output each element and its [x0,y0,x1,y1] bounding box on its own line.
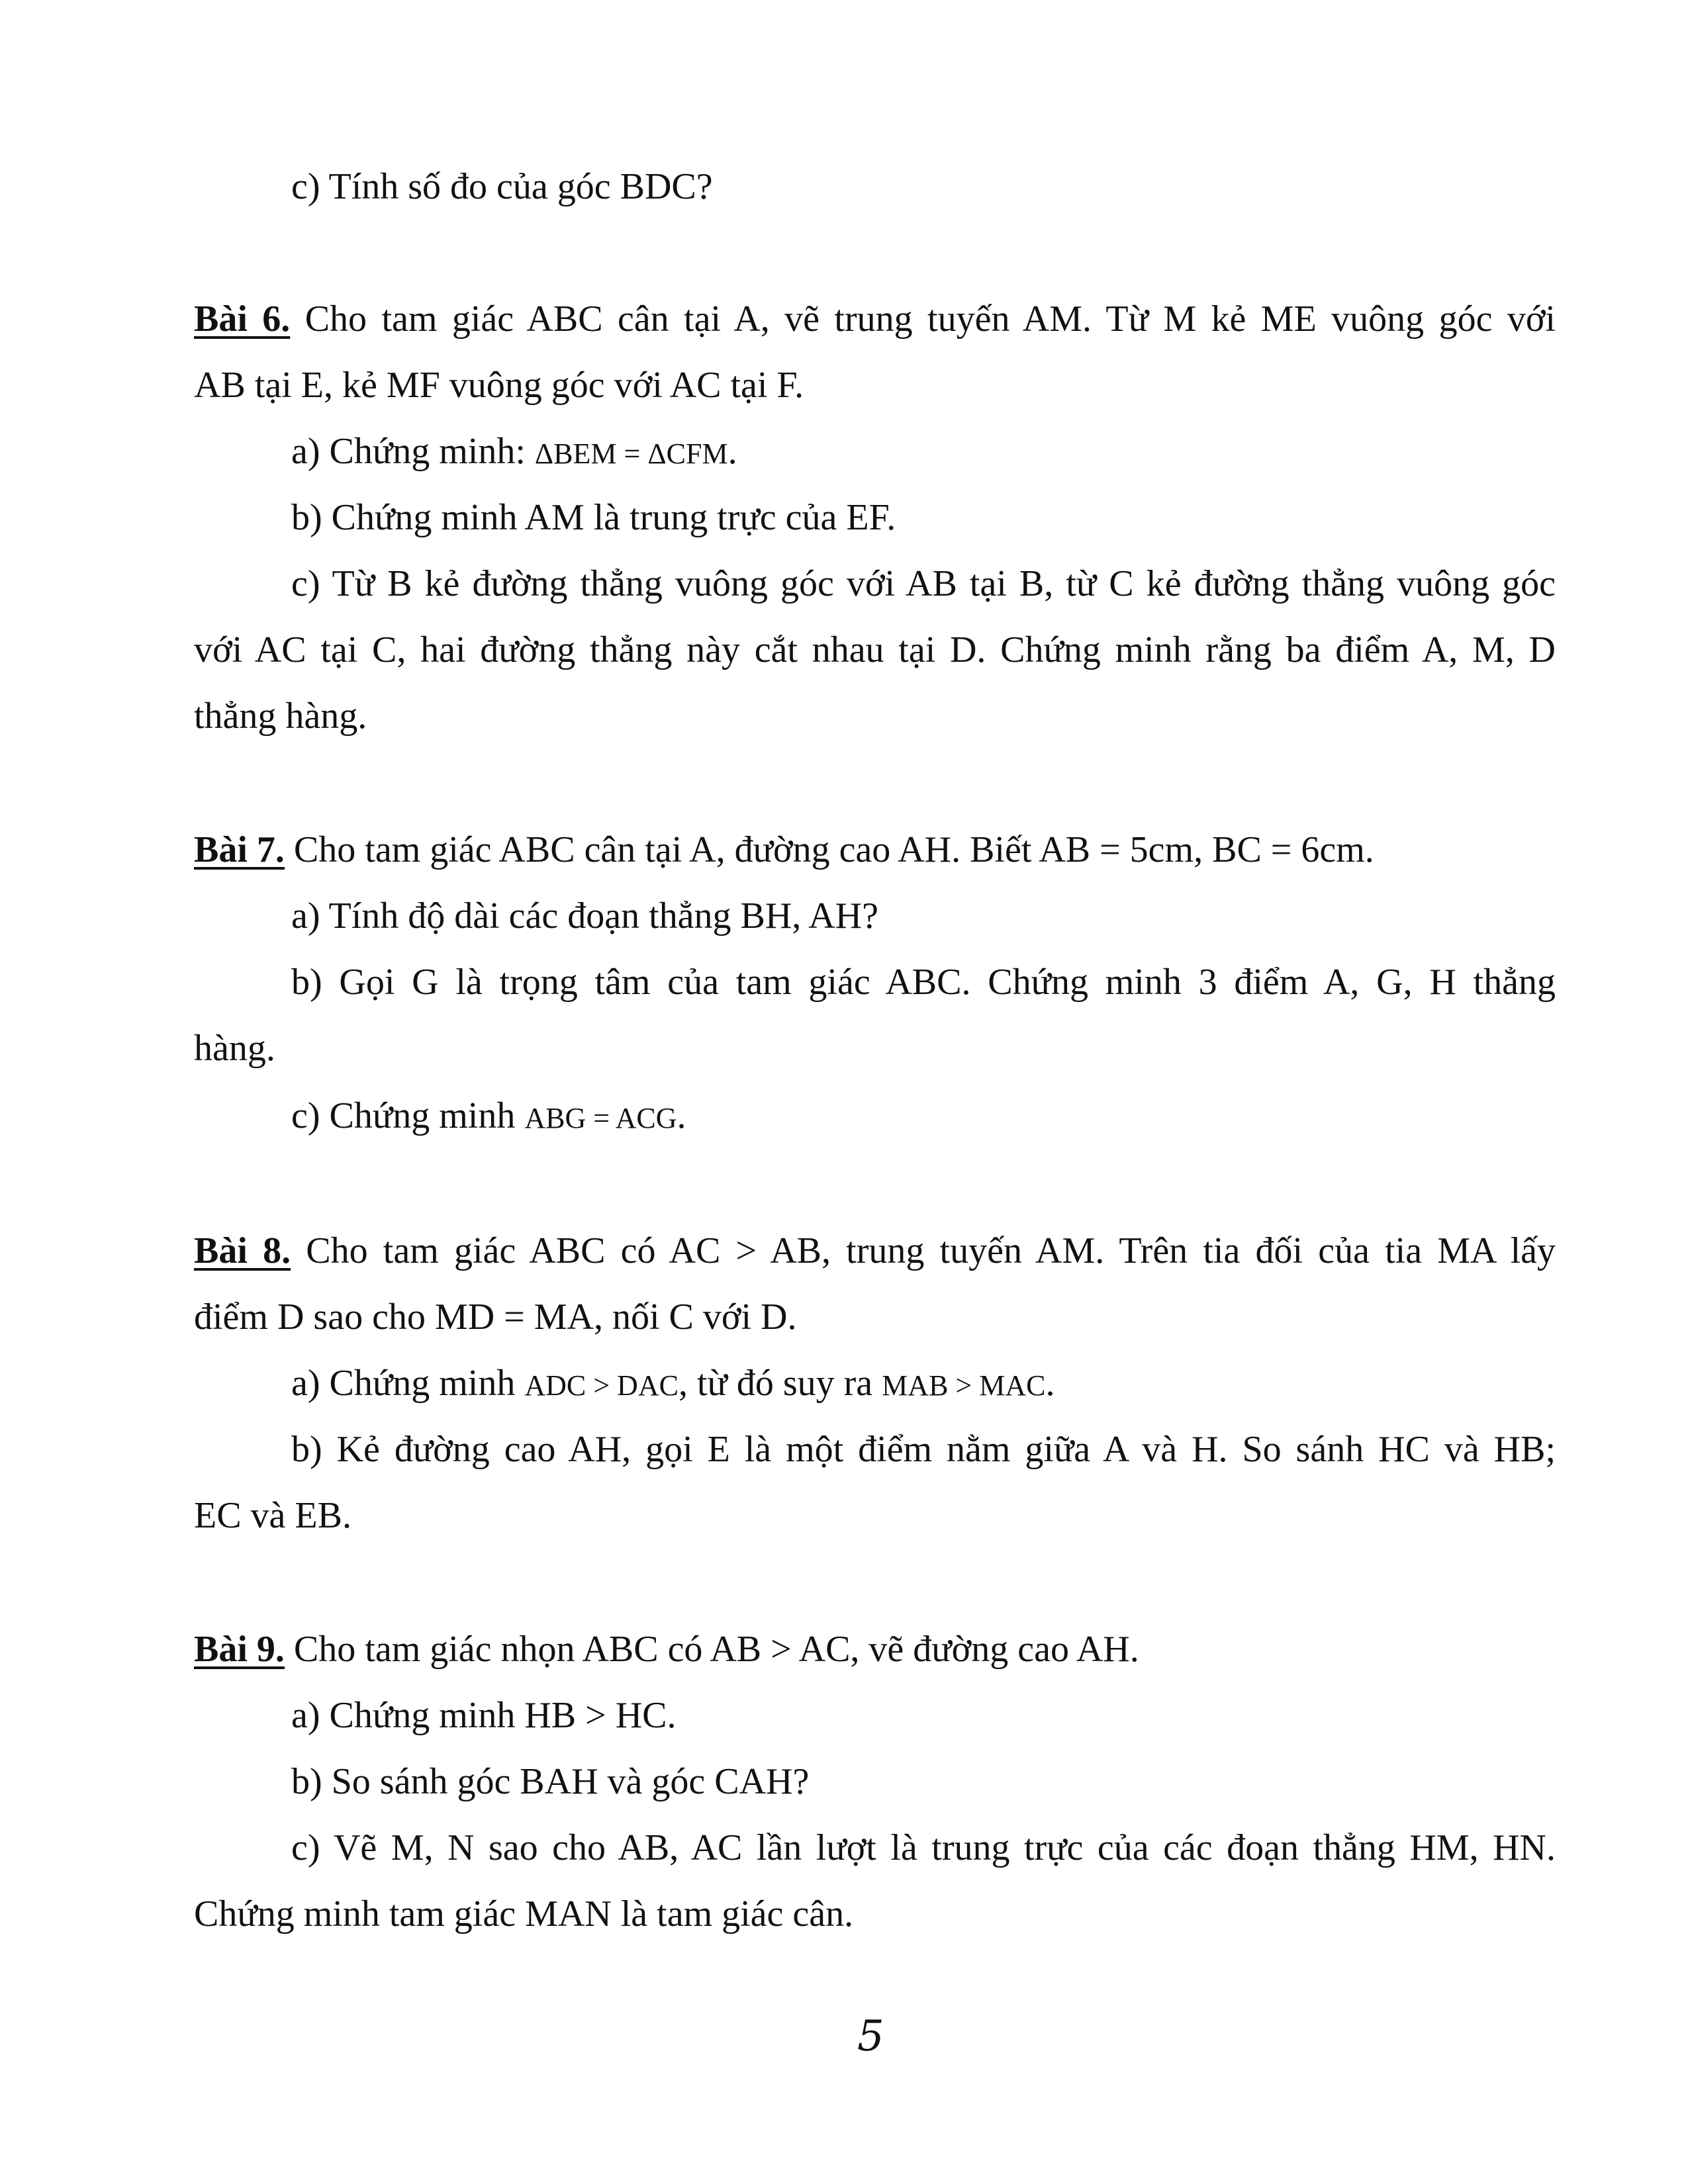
bai6-a-suffix: . [727,431,737,472]
bai9-item-a: a) Chứng minh HB > HC. [291,1695,677,1736]
bai9-item-c-line2: Chứng minh tam giác MAN là tam giác cân. [194,1893,854,1934]
bai7-stem [194,829,1374,871]
page-number: 5 [857,2012,884,2061]
bai9-item-c-line1: c) Vẽ M, N sao cho AB, AC lần lượt là trung trực của các đoạn thẳng HM, HN. [291,1827,1556,1868]
bai7-item-b-line2: hàng. [194,1028,275,1069]
bai6-item-a [291,430,737,475]
bai8-a-math1: ADC > DAC [524,1369,679,1402]
bai6-item-b: b) Chứng minh AM là trung trực của EF. [291,497,896,538]
bai8-a-middle: , từ đó suy ra [678,1363,882,1404]
bai9-label: Bài 9. [194,1629,285,1670]
bai8-item-b-line1: b) Kẻ đường cao AH, gọi E là một điểm nằm giữa A và H. So sánh HC và HB; [291,1429,1556,1470]
bai9-stem [194,1628,1139,1670]
bai8-stem-line1 [194,1230,1556,1272]
bai6-item-c-line1: c) Từ B kẻ đường thẳng vuông góc với AB tại B, từ C kẻ đường thẳng vuông góc [291,563,1556,604]
bai8-a-prefix: a) Chứng minh [291,1363,525,1404]
bai6-stem-text: Cho tam giác ABC cân tại A, vẽ trung tuyến AM. Từ M kẻ ME vuông góc với [290,298,1556,340]
bai6-stem-line2: AB tại E, kẻ MF vuông góc với AC tại F. [194,365,804,406]
prev-item-c: c) Tính số đo của góc BDC? [291,166,713,207]
bai8-label: Bài 8. [194,1230,291,1271]
bai7-item-a: a) Tính độ dài các đoạn thẳng BH, AH? [291,895,878,936]
bai7-c-prefix: c) Chứng minh [291,1095,525,1136]
bai7-stem-text: Cho tam giác ABC cân tại A, đường cao AH. Biết AB = 5cm, BC = 6cm. [284,829,1374,870]
bai9-item-b: b) So sánh góc BAH và góc CAH? [291,1761,810,1802]
bai8-item-b-line2: EC và EB. [194,1495,352,1536]
bai6-item-c-line3: thẳng hàng. [194,696,367,737]
bai6-a-math: ΔBEM = ΔCFM [534,437,728,470]
bai7-item-b-line1: b) Gọi G là trọng tâm của tam giác ABC. Chứng minh 3 điểm A, G, H thẳng [291,962,1556,1003]
bai8-item-a [291,1362,1055,1407]
bai6-a-prefix: a) Chứng minh: [291,431,535,472]
bai8-stem-text: Cho tam giác ABC có AC > AB, trung tuyến AM. Trên tia đối của tia MA lấy [291,1230,1556,1271]
bai6-item-c-line2: với AC tại C, hai đường thẳng này cắt nhau tại D. Chứng minh rằng ba điểm A, M, D [194,629,1556,670]
bai8-a-suffix: . [1045,1363,1055,1404]
bai7-label: Bài 7. [194,829,285,870]
bai7-c-suffix: . [677,1095,686,1136]
bai8-a-math2: MAB > MAC [882,1369,1046,1402]
bai6-label: Bài 6. [194,298,291,340]
bai8-stem-line2: điểm D sao cho MD = MA, nối C với D. [194,1297,797,1338]
bai9-stem-text: Cho tam giác nhọn ABC có AB > AC, vẽ đường cao AH. [284,1629,1139,1670]
bai7-c-math: ABG = ACG [524,1102,677,1134]
bai6-stem-line1 [194,298,1556,340]
bai7-item-c [291,1095,686,1140]
